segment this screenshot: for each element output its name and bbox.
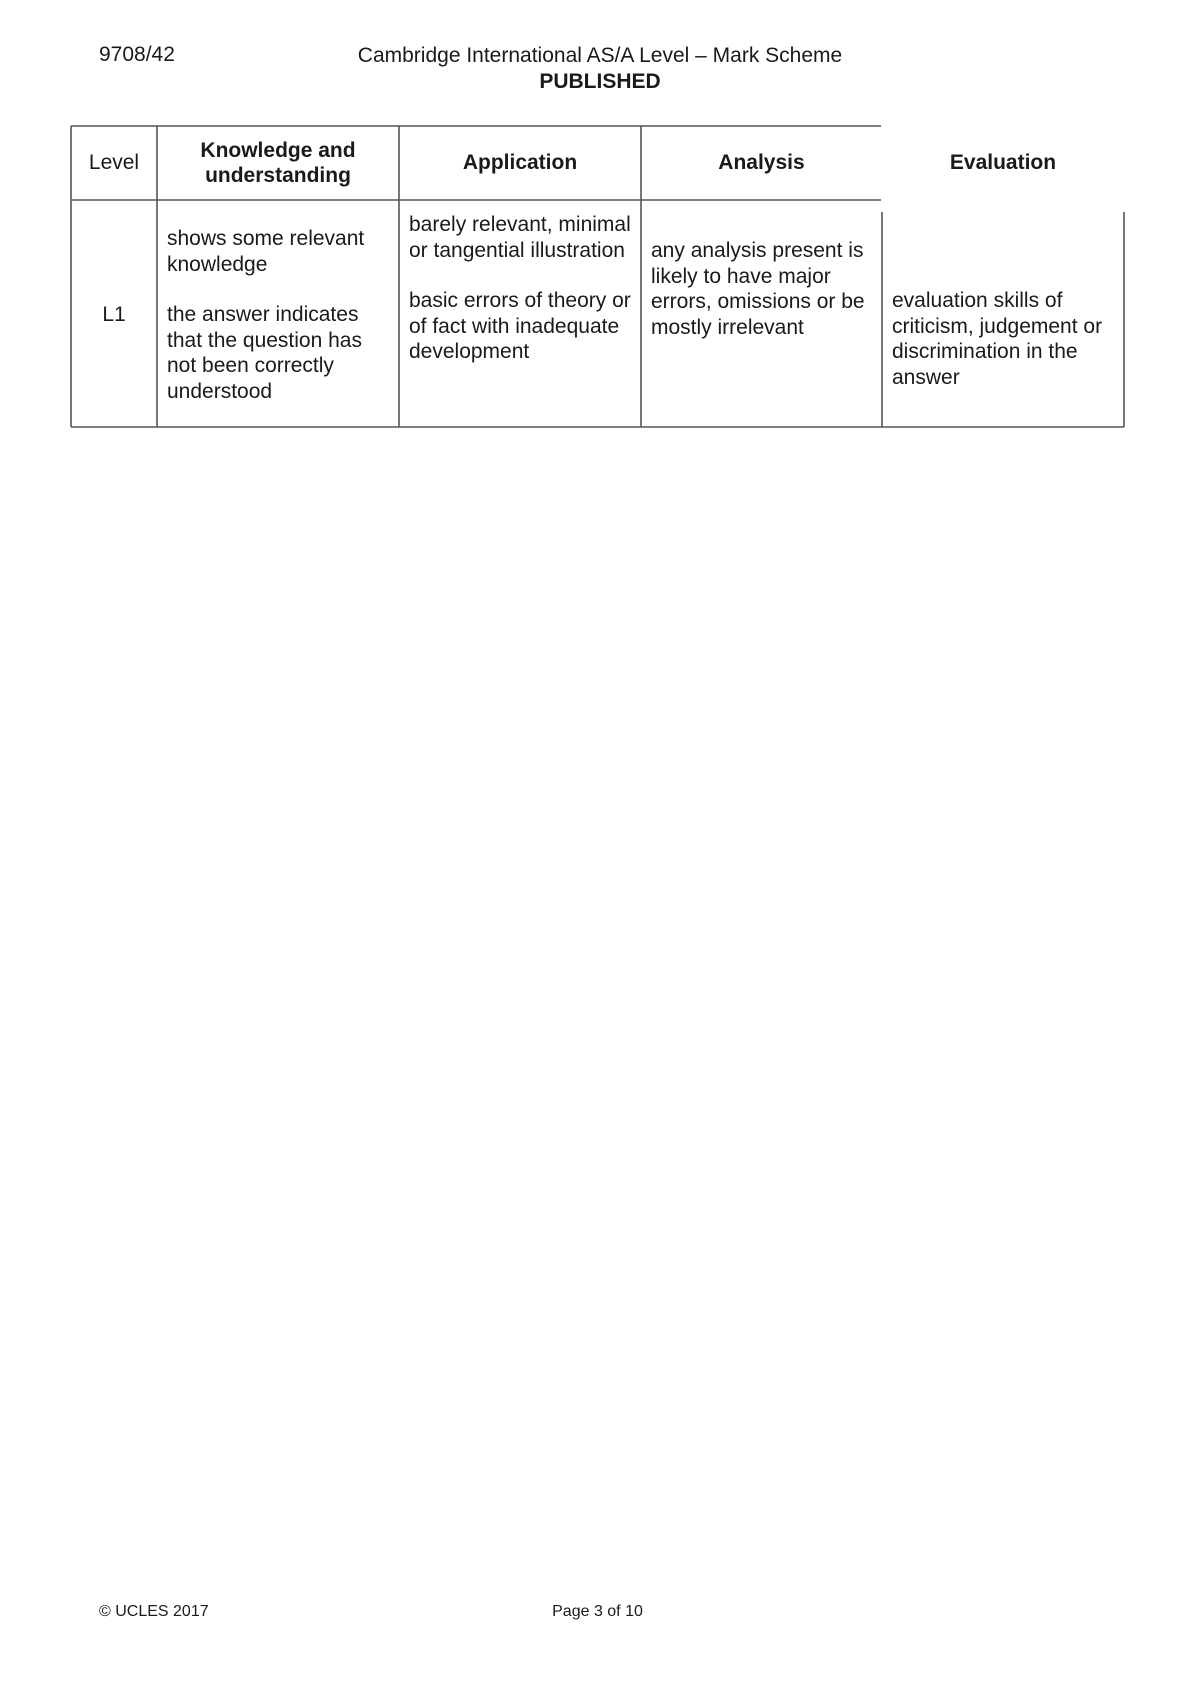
header-level: Level: [88, 151, 140, 175]
analysis-text-1: any analysis present is likely to have major errors, omissions or be mostly irrelevant: [651, 239, 865, 339]
knowledge-text-1: shows some relevant knowledge: [167, 227, 365, 276]
document-title-block: [300, 43, 900, 95]
level-cell: L1: [102, 303, 126, 326]
evaluation-text-1: evaluation skills of criticism, judgement or discrimination in the answer: [892, 289, 1103, 389]
application-text-1: barely relevant, minimal or tangential illustration: [409, 213, 631, 262]
evaluation-cell: [892, 288, 1117, 390]
page-number: Page 3 of 10: [552, 1603, 643, 1620]
header-analysis: Analysis: [718, 151, 805, 175]
knowledge-cell: [167, 226, 392, 404]
copyright-notice: © UCLES 2017: [99, 1603, 209, 1620]
knowledge-text-2: the answer indicates that the question has not been correctly understood: [167, 303, 362, 403]
header-knowledge: Knowledge and understanding: [200, 138, 356, 187]
document-title: Cambridge International AS/A Level – Mark Scheme: [357, 44, 843, 67]
paper-code: 9708/42: [99, 43, 175, 66]
header-application: Application: [462, 151, 578, 175]
analysis-cell: [651, 238, 876, 340]
published-label: PUBLISHED: [539, 70, 661, 93]
application-text-2: basic errors of theory or of fact with inadequate development: [409, 289, 631, 363]
header-evaluation: Evaluation: [949, 151, 1057, 175]
application-cell: [409, 212, 634, 365]
